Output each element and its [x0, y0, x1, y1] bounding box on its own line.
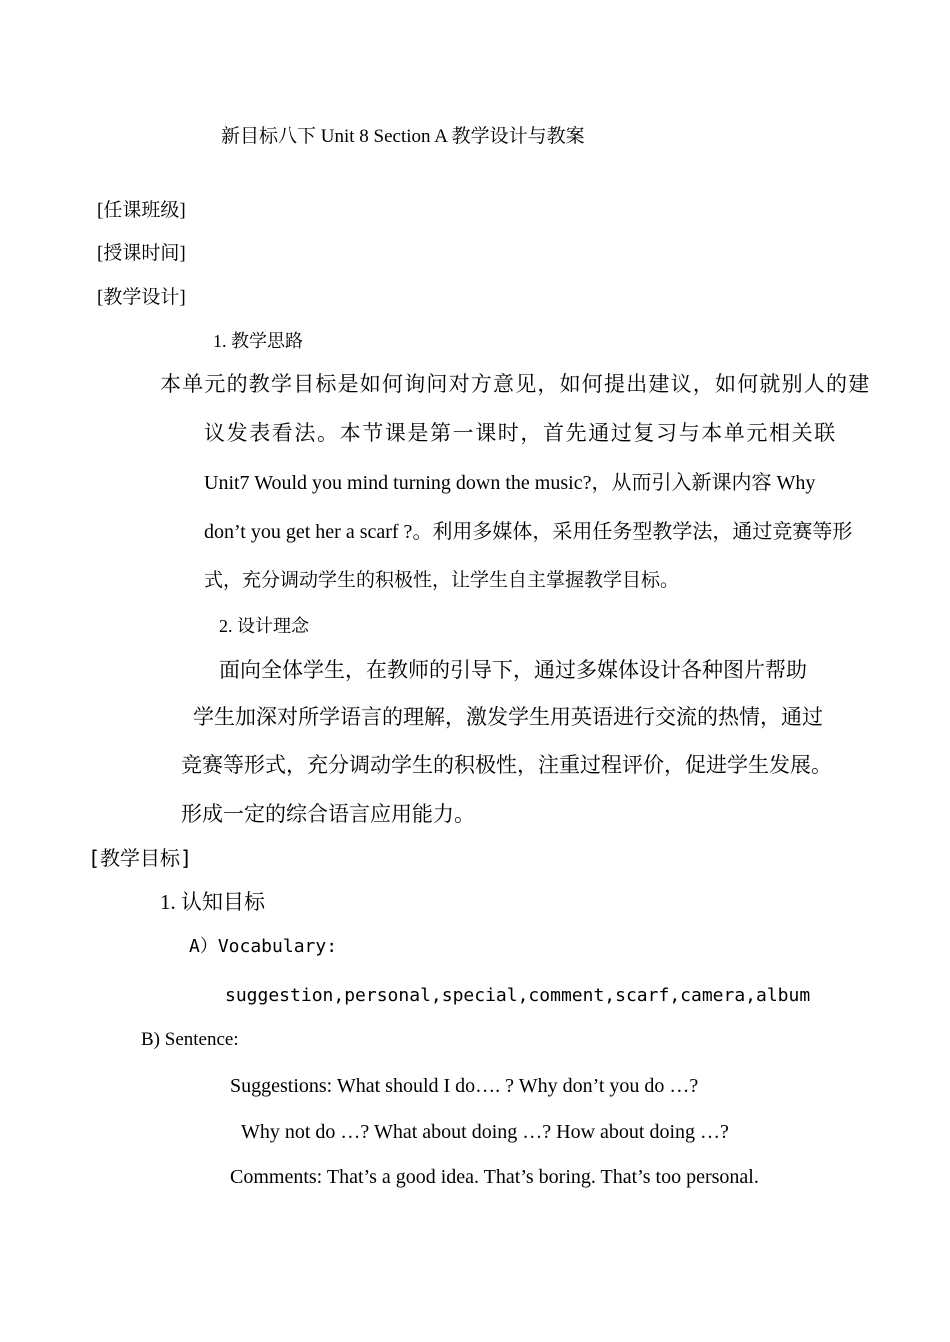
cognitive-objective-heading: 1. 认知目标: [160, 890, 265, 914]
sentence-line: Comments: That’s a good idea. That’s boring. That’s too personal.: [230, 1166, 759, 1188]
class-label: [任课班级]: [97, 200, 186, 221]
vocabulary-words: suggestion,personal,special,comment,scarf,camera,album: [225, 985, 811, 1006]
paragraph-line: 学生加深对所学语言的理解，激发学生用英语进行交流的热情，通过: [193, 705, 823, 729]
section-heading-design-concept: 2. 设计理念: [219, 616, 309, 636]
paragraph-line: 议发表看法。本节课是第一课时，首先通过复习与本单元相关联: [204, 421, 837, 445]
objectives-label: [教学目标]: [88, 846, 193, 870]
section-heading-teaching-approach: 1. 教学思路: [213, 331, 303, 351]
document-title: 新目标八下 Unit 8 Section A 教学设计与教案: [221, 126, 585, 147]
paragraph-line: 面向全体学生，在教师的引导下，通过多媒体设计各种图片帮助: [219, 658, 807, 682]
paragraph-line: 形成一定的综合语言应用能力。: [181, 802, 475, 826]
sentence-line: Suggestions: What should I do…. ? Why don’t you do …?: [230, 1075, 699, 1097]
paragraph-line: 竞赛等形式，充分调动学生的积极性，注重过程评价，促进学生发展。: [181, 753, 832, 777]
paragraph-line: 式，充分调动学生的积极性，让学生自主掌握教学目标。: [204, 570, 680, 591]
vocabulary-label: A）Vocabulary:: [189, 936, 338, 957]
design-label: [教学设计]: [97, 287, 186, 308]
sentence-label: B) Sentence:: [141, 1029, 239, 1050]
paragraph-line: Unit7 Would you mind turning down the music?，从而引入新课内容 Why: [204, 472, 816, 494]
paragraph-line: 本单元的教学目标是如何询问对方意见，如何提出建议，如何就别人的建: [160, 372, 871, 396]
sentence-line: Why not do …? What about doing …? How about doing …?: [241, 1121, 729, 1143]
paragraph-line: don’t you get her a scarf ?。利用多媒体，采用任务型教学法，通过竞赛等形: [204, 521, 853, 543]
time-label: [授课时间]: [97, 243, 186, 264]
